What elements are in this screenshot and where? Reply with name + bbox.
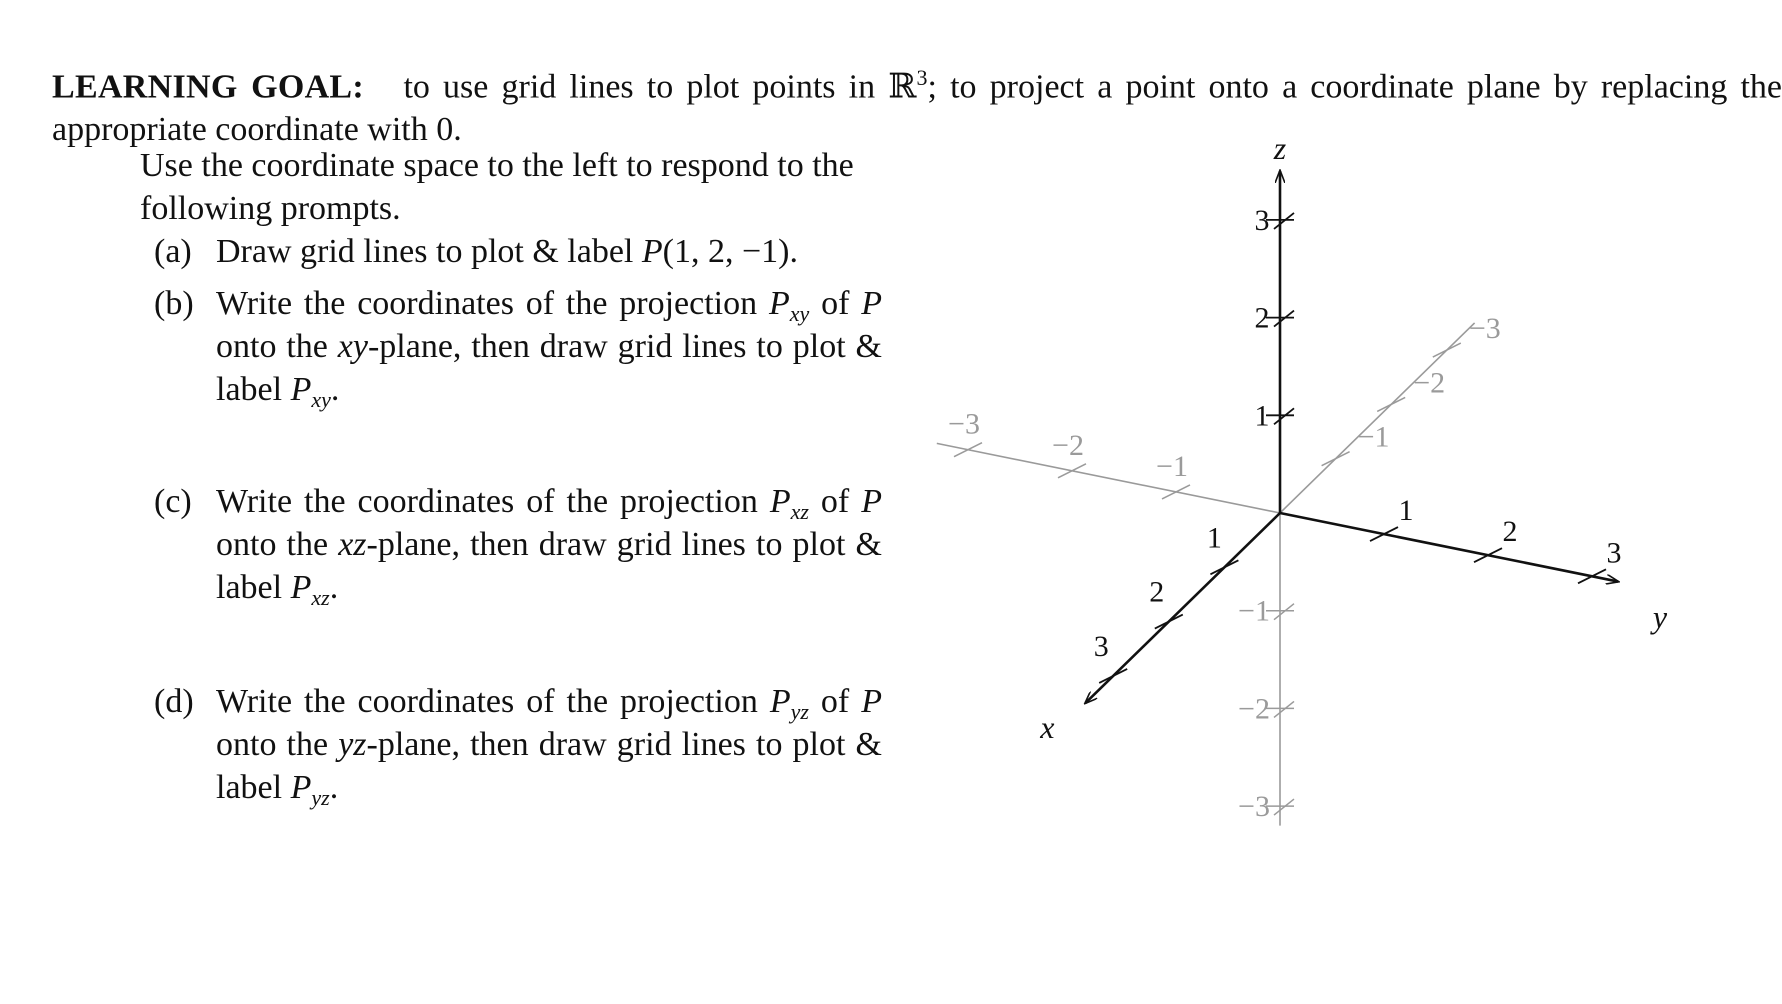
x-tick-label-neg-3: −3 (1468, 312, 1501, 346)
learning-goal-text-a: to use grid lines to plot points in (403, 68, 889, 106)
prompt-c-text-3: onto the (216, 526, 339, 563)
prompt-c-end: . (329, 569, 339, 606)
prompt-b-text-3: onto the (216, 328, 338, 365)
projection-symbol: P (290, 371, 312, 408)
x-tick--1 (1322, 452, 1350, 466)
prompt-b-end: . (330, 371, 340, 408)
prompt-b-text-1: Write the coordinates of the projection (216, 285, 769, 322)
point-p: P (861, 683, 883, 720)
x-tick-2 (1155, 615, 1183, 629)
intro-text: Use the coordinate space to the left to respond to the following prompts. (140, 147, 854, 227)
prompt-d-label: (d) (154, 683, 194, 720)
y-tick-1 (1370, 527, 1398, 541)
y-tick-label-3: 3 (1606, 536, 1622, 570)
projection-symbol: P (290, 569, 312, 606)
y-tick-label-neg-1: −1 (1156, 449, 1188, 483)
x-tick-label-neg-1: −1 (1357, 420, 1390, 454)
prompt-a-label: (a) (154, 233, 192, 270)
prompt-b-text-4: -plane, then draw grid lines to plot & label (216, 328, 883, 408)
prompt-d-text-2: of (808, 683, 862, 720)
z-tick-label-1: 1 (1254, 399, 1270, 433)
negative-y-axis (937, 443, 1280, 513)
prompt-c-label: (c) (154, 483, 192, 520)
x-tick-label-3: 3 (1093, 629, 1109, 663)
y-tick-label-1: 1 (1398, 494, 1414, 528)
z-tick-label-neg-3: −3 (1238, 790, 1270, 824)
x-tick-label-2: 2 (1149, 575, 1165, 609)
point-p-coords: (1, 2, −1). (662, 233, 798, 270)
plane-name: xy (337, 328, 368, 365)
point-p: P (861, 483, 883, 520)
plane-name: xz (338, 526, 367, 563)
z-tick-slash-2 (1274, 311, 1294, 327)
z-tick-slash-1 (1274, 408, 1294, 424)
prompt-c (150, 480, 882, 609)
learning-goal-heading: LEARNING GOAL: (52, 68, 365, 106)
z-tick-label-neg-2: −2 (1238, 692, 1270, 726)
projection-symbol: P (290, 769, 312, 806)
prompt-a-text: Draw grid lines to plot & label (216, 233, 642, 270)
z-tick-label-3: 3 (1254, 203, 1270, 237)
y-tick-label-neg-2: −2 (1052, 428, 1084, 462)
prompt-c-text-1: Write the coordinates of the projection (216, 483, 770, 520)
y-tick-label-neg-3: −3 (948, 407, 980, 441)
learning-goal (52, 56, 1782, 151)
x-axis-label: x (1040, 709, 1055, 746)
prompt-c-text-4: -plane, then draw grid lines to plot & label (216, 526, 882, 606)
reals-symbol: ℝ (888, 68, 917, 106)
coordinate-axes-3d (880, 130, 1780, 980)
projection-symbol: P (768, 285, 790, 322)
learning-goal-text-b: ; to project a point onto a coordinate plane by replacing the appropriate coordinate with 0. (52, 68, 1782, 149)
x-tick--2 (1377, 397, 1405, 411)
y-tick--3 (954, 443, 982, 457)
x-tick-label-1: 1 (1206, 521, 1222, 555)
y-tick--2 (1058, 464, 1086, 478)
y-tick-3 (1578, 569, 1606, 583)
projection-subscript: xz (311, 585, 330, 610)
y-axis-label: y (1652, 598, 1668, 635)
projection-subscript: xy (311, 387, 331, 412)
prompt-b (150, 282, 882, 411)
prompt-d-text-4: -plane, then draw grid lines to plot & label (216, 726, 882, 806)
point-p: P (641, 233, 663, 270)
projection-subscript: yz (311, 785, 330, 810)
prompt-c-text-2: of (808, 483, 862, 520)
plane-name: yz (338, 726, 367, 763)
z-tick-slash--3 (1274, 799, 1294, 815)
prompt-a (150, 230, 882, 273)
y-tick--1 (1162, 485, 1190, 499)
point-p: P (861, 285, 882, 322)
x-tick-label-neg-2: −2 (1413, 366, 1446, 400)
projection-symbol: P (769, 683, 791, 720)
prompt-b-text-2: of (809, 285, 862, 322)
prompt-d (150, 680, 882, 809)
z-tick-slash--2 (1274, 701, 1294, 717)
y-tick-label-2: 2 (1502, 515, 1518, 549)
z-tick-slash--1 (1274, 604, 1294, 620)
x-tick-1 (1210, 560, 1238, 574)
x-tick-3 (1099, 669, 1127, 683)
z-tick-label-neg-1: −1 (1238, 594, 1270, 628)
prompt-d-text-1: Write the coordinates of the projection (216, 683, 770, 720)
z-axis-label: z (1273, 130, 1287, 167)
z-tick-label-2: 2 (1254, 301, 1270, 335)
projection-symbol: P (769, 483, 791, 520)
prompt-d-end: . (329, 769, 339, 806)
reals-exponent: 3 (916, 65, 928, 90)
y-tick-2 (1474, 548, 1502, 562)
projection-subscript: xz (790, 499, 809, 524)
positive-y-axis (1280, 513, 1618, 582)
z-tick-slash-3 (1274, 213, 1294, 229)
projection-subscript: yz (790, 699, 809, 724)
prompt-b-label: (b) (154, 285, 194, 322)
x-tick--3 (1433, 343, 1461, 357)
prompt-d-text-3: onto the (216, 726, 339, 763)
projection-subscript: xy (789, 301, 810, 326)
